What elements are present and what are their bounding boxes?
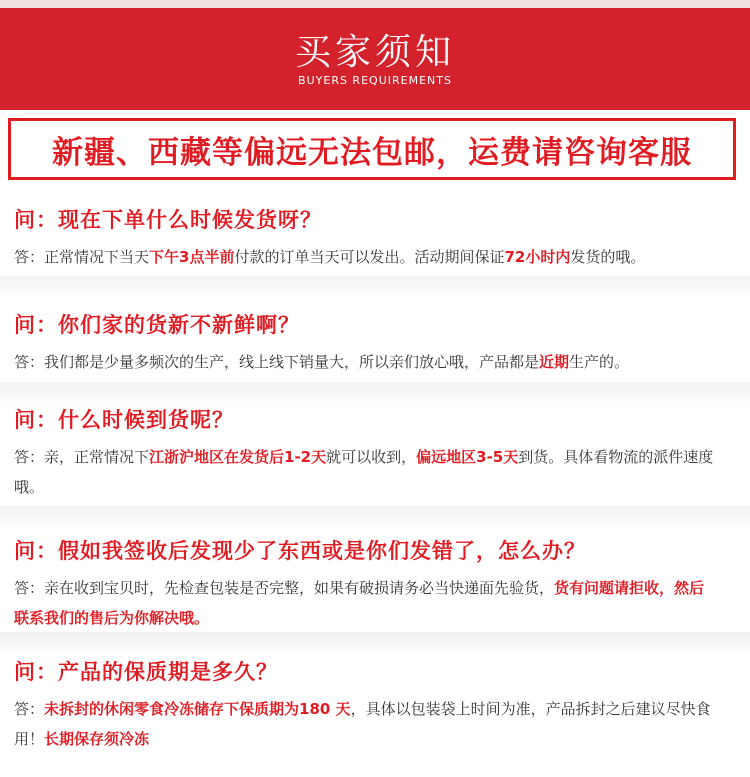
answer-segment: ，具体以包装袋上时间为准，产品拆封之后建议尽快食用！	[14, 700, 711, 748]
answer-segment: 生产的。	[569, 353, 630, 371]
question-text: 问：产品的保质期是多久？	[14, 660, 278, 684]
section-divider	[0, 382, 750, 404]
answer-text	[14, 442, 714, 502]
answer-segment: 答：正常情况下当天	[14, 248, 150, 266]
question-text: 问：现在下单什么时候发货呀？	[14, 208, 322, 232]
question-text: 问：你们家的货新不新鲜啊？	[14, 313, 300, 337]
banner-subtitle: BUYERS REQUIREMENTS	[298, 74, 452, 87]
answer-text	[14, 242, 714, 272]
section-divider	[0, 276, 750, 298]
section-divider	[0, 632, 750, 654]
answer-segment: 就可以收到，	[326, 448, 417, 466]
answer-highlight: 72小时内	[504, 248, 571, 266]
question-text: 问：什么时候到货呢？	[14, 408, 234, 432]
banner-title: 买家须知	[294, 32, 455, 73]
answer-segment: 答：我们都是少量多频次的生产，线上线下销量大，所以亲们放心哦，产品都是	[14, 353, 540, 371]
answer-segment: 发货的哦。	[570, 248, 646, 266]
header-banner	[0, 0, 750, 110]
answer-highlight: 江浙沪地区在发货后1-2天	[149, 448, 327, 466]
section-divider	[0, 506, 750, 528]
answer-highlight: 货有问题请拒收，然后联系我们的售后为你解决哦。	[14, 579, 705, 627]
answer-highlight: 偏远地区3-5天	[416, 448, 519, 466]
question-text: 问：假如我签收后发现少了东西或是你们发错了，怎么办？	[14, 539, 586, 563]
answer-segment: 到货。具体看物流的派件速度哦。	[14, 448, 714, 496]
answer-highlight: 未拆封的休闲零食冷冻储存下保质期为180 天	[44, 700, 351, 718]
answer-segment: 答：	[14, 700, 45, 718]
answer-segment: 答：亲，正常情况下	[14, 448, 150, 466]
answer-text	[14, 573, 714, 633]
answer-highlight: 长期保存须冷冻	[44, 730, 150, 748]
answer-segment: 付款的订单当天可以发出。活动期间保证	[234, 248, 505, 266]
banner-top-stripe	[0, 0, 750, 8]
answer-segment: 答：亲在收到宝贝时，先检查包装是否完整，如果有破损请务必当快递面先验货，	[14, 579, 555, 597]
shipping-notice: 新疆、西藏等偏远无法包邮，运费请咨询客服	[8, 118, 736, 180]
answer-highlight: 近期	[539, 353, 570, 371]
answer-text	[14, 694, 714, 754]
answer-text	[14, 347, 714, 377]
answer-highlight: 下午3点半前	[149, 248, 235, 266]
